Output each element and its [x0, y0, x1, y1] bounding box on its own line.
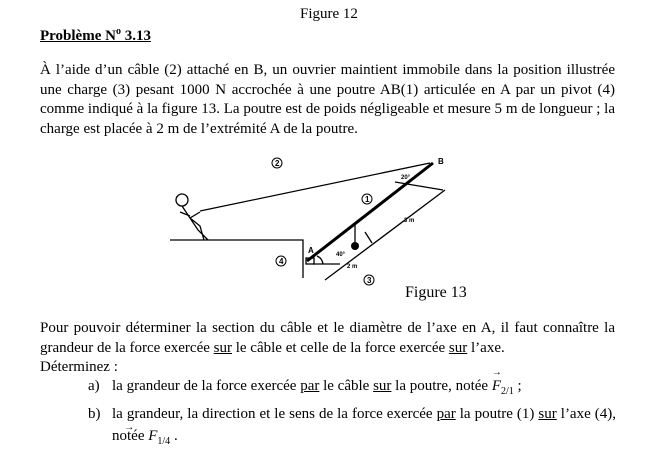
label-angle-B: 20°	[401, 175, 411, 181]
dimension-line	[325, 190, 445, 280]
title-sup: o	[115, 26, 121, 37]
list-item-a: a) la grandeur de la force exercée par le câble sur la poutre, notée → $F_{2/1}$ ;	[88, 378, 616, 397]
figure-13-diagram	[160, 150, 480, 300]
problem-title	[40, 26, 151, 45]
label-A: A	[308, 246, 314, 255]
label-B: B	[438, 157, 444, 166]
intro-paragraph: À l’aide d’un câble (2) attaché en B, un ouvrier maintient immobile dans la position illustrée une charge (3) pesant 1000 N accrochée à une poutre AB(1) articulée en A par un pivot (4) comme indiqué à la figure 13. La poutre est de poids négligeable et mesure 5 m de longueur ; la charge est placée à 2 m de l’extrémité A de la poutre.	[40, 62, 615, 137]
label-cable: 2	[275, 159, 280, 168]
determinez: Déterminez :	[40, 359, 118, 375]
worker-head	[176, 194, 188, 206]
cable	[200, 163, 430, 211]
label-3m: 3 m	[404, 218, 415, 224]
force-F21: → F	[492, 378, 501, 394]
label-beam: 1	[365, 195, 370, 204]
body-paragraph: Pour pouvoir déterminer la section du câble et le diamètre de l’axe en A, il faut connaître la grandeur de la force exercée sur le câble et celle de la force exercée sur l’axe. Déterminez :	[40, 320, 615, 375]
label-pivot: 4	[279, 257, 284, 266]
list-item-b: b) la grandeur, la direction et le sens de la force exercée par la poutre (1) sur l’axe (4), notée → $F_{1/4}$ .	[88, 403, 616, 453]
label-2m: 2 m	[347, 264, 358, 270]
title-num: 3.13	[120, 28, 151, 44]
label-angle-A: 40°	[336, 252, 346, 258]
title-text: Problème N	[40, 28, 116, 44]
force-F14: → F	[148, 428, 157, 444]
figure-13-caption: Figure 13	[405, 284, 467, 301]
load-mass	[351, 242, 359, 250]
figure-12-caption: Figure 12	[300, 6, 358, 22]
label-load: 3	[367, 276, 372, 285]
